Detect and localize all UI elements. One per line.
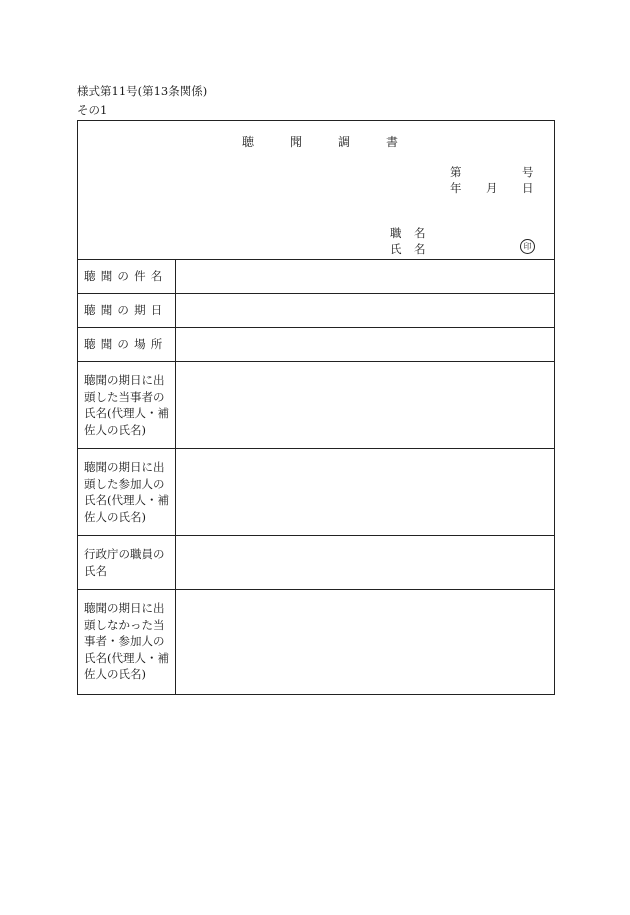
table-row [78,361,554,448]
row-label: 聴聞の期日に出頭した参加人の氏名(代理人・補佐人の氏名) [78,449,176,535]
month-label: 月 [486,181,498,195]
row-label: 聴聞の件名 [78,260,176,293]
row-label: 聴聞の期日に出頭しなかった当事者・参加人の氏名(代理人・補佐人の氏名) [78,590,176,694]
row-value[interactable] [176,449,554,535]
row-label: 聴聞の期日 [78,294,176,327]
day-label: 日 [522,181,534,195]
hearing-record-form [77,120,555,695]
row-value[interactable] [176,362,554,448]
number-suffix: 号 [522,165,534,179]
title-char: 書 [385,135,398,149]
part-label: その1 [77,103,108,117]
year-label: 年 [450,181,462,195]
form-number: 様式第11号(第13条関係) [77,84,208,98]
table-row [78,535,554,589]
table-row [78,589,554,694]
row-value[interactable] [176,328,554,361]
form-title [224,133,416,150]
number-prefix: 第 [450,165,462,179]
row-label: 行政庁の職員の氏名 [78,536,176,589]
row-value[interactable] [176,260,554,293]
row-value[interactable] [176,294,554,327]
table-row [78,448,554,535]
job-title-char: 名 [414,226,426,240]
row-label: 聴聞の期日に出頭した当事者の氏名(代理人・補佐人の氏名) [78,362,176,448]
row-value[interactable] [176,536,554,589]
seal-mark: 印 [520,239,535,254]
table-row [78,327,554,361]
name-char: 名 [414,242,426,256]
table-row [78,259,554,293]
table-row [78,293,554,327]
form-header [78,121,554,259]
name-char: 氏 [390,242,402,256]
row-value[interactable] [176,590,554,694]
row-label: 聴聞の場所 [78,328,176,361]
job-title-char: 職 [390,226,402,240]
title-char: 調 [337,135,350,149]
title-char: 聞 [289,135,302,149]
title-char: 聴 [241,135,254,149]
